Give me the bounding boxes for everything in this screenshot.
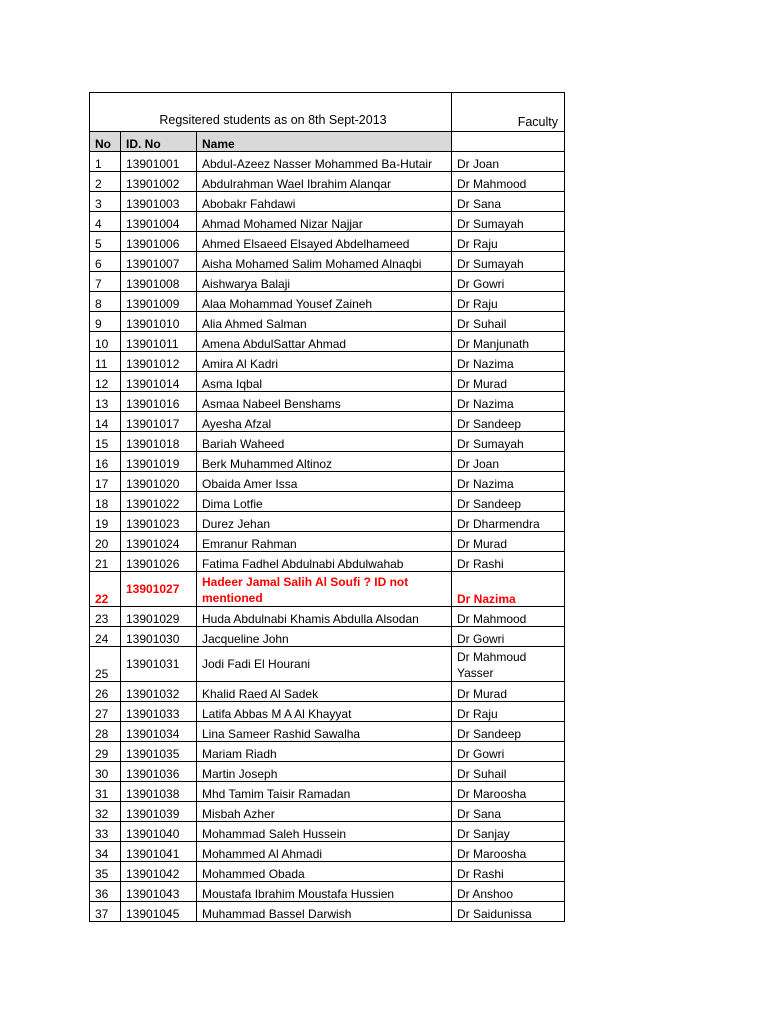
- faculty-cell: Dr Joan: [452, 452, 565, 472]
- row-number-cell: 14: [90, 412, 121, 432]
- table-row: [90, 492, 565, 512]
- row-number-cell: 11: [90, 352, 121, 372]
- student-name-cell: Alia Ahmed Salman: [197, 312, 452, 332]
- sheet-title: Regsitered students as on 8th Sept-2013: [90, 93, 452, 132]
- row-number-cell: 15: [90, 432, 121, 452]
- faculty-cell: Dr Sandeep: [452, 412, 565, 432]
- student-id-cell: 13901026: [121, 552, 197, 572]
- faculty-cell: Dr Manjunath: [452, 332, 565, 352]
- student-id-cell: 13901030: [121, 627, 197, 647]
- student-id-cell: 13901018: [121, 432, 197, 452]
- student-id-cell: 13901024: [121, 532, 197, 552]
- table-row: [90, 192, 565, 212]
- table-row: [90, 682, 565, 702]
- student-name-cell: Dima Lotfie: [197, 492, 452, 512]
- row-number-cell: 17: [90, 472, 121, 492]
- student-name-cell: Mohammad Saleh Hussein: [197, 822, 452, 842]
- faculty-cell: Dr Mahmoud Yasser: [452, 647, 565, 682]
- faculty-cell: Dr Sana: [452, 802, 565, 822]
- row-number-cell: 26: [90, 682, 121, 702]
- table-body: [90, 93, 565, 922]
- faculty-cell: Dr Saidunissa: [452, 902, 565, 922]
- row-number-cell: 32: [90, 802, 121, 822]
- student-name-cell: Mohammed Obada: [197, 862, 452, 882]
- student-name-cell: Jodi Fadi El Hourani: [197, 647, 452, 682]
- student-id-cell: 13901006: [121, 232, 197, 252]
- student-id-cell: 13901031: [121, 647, 197, 682]
- column-header-no: No: [90, 132, 121, 152]
- faculty-cell: Dr Dharmendra: [452, 512, 565, 532]
- table-row: [90, 902, 565, 922]
- faculty-cell: Dr Sandeep: [452, 722, 565, 742]
- student-name-cell: Mohammed Al Ahmadi: [197, 842, 452, 862]
- student-id-cell: 13901014: [121, 372, 197, 392]
- student-name-cell: Amira Al Kadri: [197, 352, 452, 372]
- faculty-cell: Dr Mahmood: [452, 172, 565, 192]
- row-number-cell: 9: [90, 312, 121, 332]
- student-id-cell: 13901019: [121, 452, 197, 472]
- student-id-cell: 13901022: [121, 492, 197, 512]
- table-row: [90, 722, 565, 742]
- student-id-cell: 13901003: [121, 192, 197, 212]
- student-id-cell: 13901002: [121, 172, 197, 192]
- student-id-cell: 13901004: [121, 212, 197, 232]
- row-number-cell: 12: [90, 372, 121, 392]
- student-name-cell: Aisha Mohamed Salim Mohamed Alnaqbi: [197, 252, 452, 272]
- student-id-cell: 13901034: [121, 722, 197, 742]
- table-row: [90, 372, 565, 392]
- row-number-cell: 27: [90, 702, 121, 722]
- table-row: [90, 212, 565, 232]
- faculty-cell: Dr Nazima: [452, 392, 565, 412]
- faculty-cell: Dr Raju: [452, 292, 565, 312]
- row-number-cell: 24: [90, 627, 121, 647]
- table-row: [90, 172, 565, 192]
- row-number-cell: 22: [90, 572, 121, 607]
- student-id-cell: 13901010: [121, 312, 197, 332]
- faculty-cell: Dr Nazima: [452, 572, 565, 607]
- row-number-cell: 7: [90, 272, 121, 292]
- student-id-cell: 13901035: [121, 742, 197, 762]
- student-id-cell: 13901033: [121, 702, 197, 722]
- faculty-cell: Dr Murad: [452, 372, 565, 392]
- row-number-cell: 16: [90, 452, 121, 472]
- faculty-cell: Dr Sandeep: [452, 492, 565, 512]
- student-name-cell: Ahmed Elsaeed Elsayed Abdelhameed: [197, 232, 452, 252]
- row-number-cell: 30: [90, 762, 121, 782]
- student-id-cell: 13901008: [121, 272, 197, 292]
- student-id-cell: 13901042: [121, 862, 197, 882]
- faculty-cell: Dr Mahmood: [452, 607, 565, 627]
- column-header-id: ID. No: [121, 132, 197, 152]
- table-row: [90, 152, 565, 172]
- table-row: [90, 332, 565, 352]
- faculty-cell: Dr Sumayah: [452, 252, 565, 272]
- row-number-cell: 36: [90, 882, 121, 902]
- row-number-cell: 19: [90, 512, 121, 532]
- table-row: [90, 232, 565, 252]
- student-name-cell: Mariam Riadh: [197, 742, 452, 762]
- faculty-cell: Dr Anshoo: [452, 882, 565, 902]
- student-id-cell: 13901040: [121, 822, 197, 842]
- row-number-cell: 18: [90, 492, 121, 512]
- student-id-cell: 13901016: [121, 392, 197, 412]
- student-name-cell: Khalid Raed Al Sadek: [197, 682, 452, 702]
- table-row: [90, 292, 565, 312]
- faculty-cell: Dr Rashi: [452, 552, 565, 572]
- faculty-cell: Dr Sanjay: [452, 822, 565, 842]
- faculty-cell: Dr Gowri: [452, 742, 565, 762]
- student-id-cell: 13901023: [121, 512, 197, 532]
- student-name-cell: Jacqueline John: [197, 627, 452, 647]
- faculty-cell: Dr Maroosha: [452, 782, 565, 802]
- student-name-cell: Abdulrahman Wael Ibrahim Alanqar: [197, 172, 452, 192]
- student-name-cell: Aishwarya Balaji: [197, 272, 452, 292]
- row-number-cell: 23: [90, 607, 121, 627]
- student-name-cell: Bariah Waheed: [197, 432, 452, 452]
- column-header-name: Name: [197, 132, 452, 152]
- faculty-cell: Dr Gowri: [452, 272, 565, 292]
- faculty-cell: Dr Rashi: [452, 862, 565, 882]
- faculty-cell: Dr Sumayah: [452, 212, 565, 232]
- faculty-cell: Dr Suhail: [452, 312, 565, 332]
- student-id-cell: 13901036: [121, 762, 197, 782]
- student-id-cell: 13901045: [121, 902, 197, 922]
- row-number-cell: 21: [90, 552, 121, 572]
- row-number-cell: 20: [90, 532, 121, 552]
- student-name-cell: Alaa Mohammad Yousef Zaineh: [197, 292, 452, 312]
- table-row: [90, 882, 565, 902]
- row-number-cell: 28: [90, 722, 121, 742]
- student-name-cell: Berk Muhammed Altinoz: [197, 452, 452, 472]
- row-number-cell: 31: [90, 782, 121, 802]
- table-row: [90, 572, 565, 607]
- table-row: [90, 607, 565, 627]
- table-row: [90, 272, 565, 292]
- row-number-cell: 35: [90, 862, 121, 882]
- student-id-cell: 13901012: [121, 352, 197, 372]
- faculty-cell: Dr Maroosha: [452, 842, 565, 862]
- student-id-cell: 13901039: [121, 802, 197, 822]
- student-id-cell: 13901043: [121, 882, 197, 902]
- student-id-cell: 13901032: [121, 682, 197, 702]
- student-id-cell: 13901029: [121, 607, 197, 627]
- table-row: [90, 512, 565, 532]
- table-row: [90, 472, 565, 492]
- table-row: [90, 552, 565, 572]
- row-number-cell: 33: [90, 822, 121, 842]
- table-row: [90, 782, 565, 802]
- student-name-cell: Hadeer Jamal Salih Al Soufi ? ID not mentioned: [197, 572, 452, 607]
- row-number-cell: 37: [90, 902, 121, 922]
- student-name-cell: Abobakr Fahdawi: [197, 192, 452, 212]
- faculty-cell: Dr Nazima: [452, 352, 565, 372]
- student-id-cell: 13901027: [121, 572, 197, 607]
- row-number-cell: 34: [90, 842, 121, 862]
- student-name-cell: Asma Iqbal: [197, 372, 452, 392]
- faculty-cell: Dr Gowri: [452, 627, 565, 647]
- student-name-cell: Moustafa Ibrahim Moustafa Hussien: [197, 882, 452, 902]
- student-id-cell: 13901007: [121, 252, 197, 272]
- row-number-cell: 25: [90, 647, 121, 682]
- table-row: [90, 532, 565, 552]
- table-row: [90, 862, 565, 882]
- student-id-cell: 13901020: [121, 472, 197, 492]
- table-row: [90, 392, 565, 412]
- row-number-cell: 13: [90, 392, 121, 412]
- row-number-cell: 10: [90, 332, 121, 352]
- faculty-cell: Dr Joan: [452, 152, 565, 172]
- student-name-cell: Latifa Abbas M A Al Khayyat: [197, 702, 452, 722]
- faculty-cell: Dr Suhail: [452, 762, 565, 782]
- student-name-cell: Obaida Amer Issa: [197, 472, 452, 492]
- faculty-cell: Dr Nazima: [452, 472, 565, 492]
- student-id-cell: 13901011: [121, 332, 197, 352]
- column-header-row: [90, 132, 565, 152]
- faculty-cell: Dr Murad: [452, 682, 565, 702]
- row-number-cell: 29: [90, 742, 121, 762]
- student-name-cell: Amena AbdulSattar Ahmad: [197, 332, 452, 352]
- student-id-cell: 13901038: [121, 782, 197, 802]
- faculty-cell: Dr Raju: [452, 232, 565, 252]
- student-name-cell: Durez Jehan: [197, 512, 452, 532]
- table-row: [90, 412, 565, 432]
- student-name-cell: Huda Abdulnabi Khamis Abdulla Alsodan: [197, 607, 452, 627]
- student-name-cell: Misbah Azher: [197, 802, 452, 822]
- student-name-cell: Abdul-Azeez Nasser Mohammed Ba-Hutair: [197, 152, 452, 172]
- row-number-cell: 1: [90, 152, 121, 172]
- faculty-cell: Dr Sana: [452, 192, 565, 212]
- faculty-cell: Dr Murad: [452, 532, 565, 552]
- faculty-header: Faculty: [452, 93, 565, 132]
- student-registration-table: [89, 92, 565, 922]
- student-name-cell: Ahmad Mohamed Nizar Najjar: [197, 212, 452, 232]
- student-name-cell: Mhd Tamim Taisir Ramadan: [197, 782, 452, 802]
- student-name-cell: Muhammad Bassel Darwish: [197, 902, 452, 922]
- table-row: [90, 762, 565, 782]
- student-name-cell: Emranur Rahman: [197, 532, 452, 552]
- student-id-cell: 13901041: [121, 842, 197, 862]
- table-row: [90, 647, 565, 682]
- student-name-cell: Lina Sameer Rashid Sawalha: [197, 722, 452, 742]
- title-row: [90, 93, 565, 132]
- student-id-cell: 13901009: [121, 292, 197, 312]
- row-number-cell: 6: [90, 252, 121, 272]
- faculty-cell: Dr Raju: [452, 702, 565, 722]
- table-row: [90, 432, 565, 452]
- table-row: [90, 252, 565, 272]
- row-number-cell: 5: [90, 232, 121, 252]
- table-row: [90, 452, 565, 472]
- table-row: [90, 742, 565, 762]
- table-row: [90, 842, 565, 862]
- student-id-cell: 13901017: [121, 412, 197, 432]
- row-number-cell: 3: [90, 192, 121, 212]
- row-number-cell: 2: [90, 172, 121, 192]
- row-number-cell: 8: [90, 292, 121, 312]
- table-row: [90, 822, 565, 842]
- table-row: [90, 627, 565, 647]
- student-name-cell: Fatima Fadhel Abdulnabi Abdulwahab: [197, 552, 452, 572]
- student-name-cell: Asmaa Nabeel Benshams: [197, 392, 452, 412]
- row-number-cell: 4: [90, 212, 121, 232]
- table-row: [90, 702, 565, 722]
- student-name-cell: Martin Joseph: [197, 762, 452, 782]
- student-id-cell: 13901001: [121, 152, 197, 172]
- column-header-faculty-blank: [452, 132, 565, 152]
- faculty-cell: Dr Sumayah: [452, 432, 565, 452]
- table-row: [90, 312, 565, 332]
- table-row: [90, 802, 565, 822]
- student-name-cell: Ayesha Afzal: [197, 412, 452, 432]
- table-row: [90, 352, 565, 372]
